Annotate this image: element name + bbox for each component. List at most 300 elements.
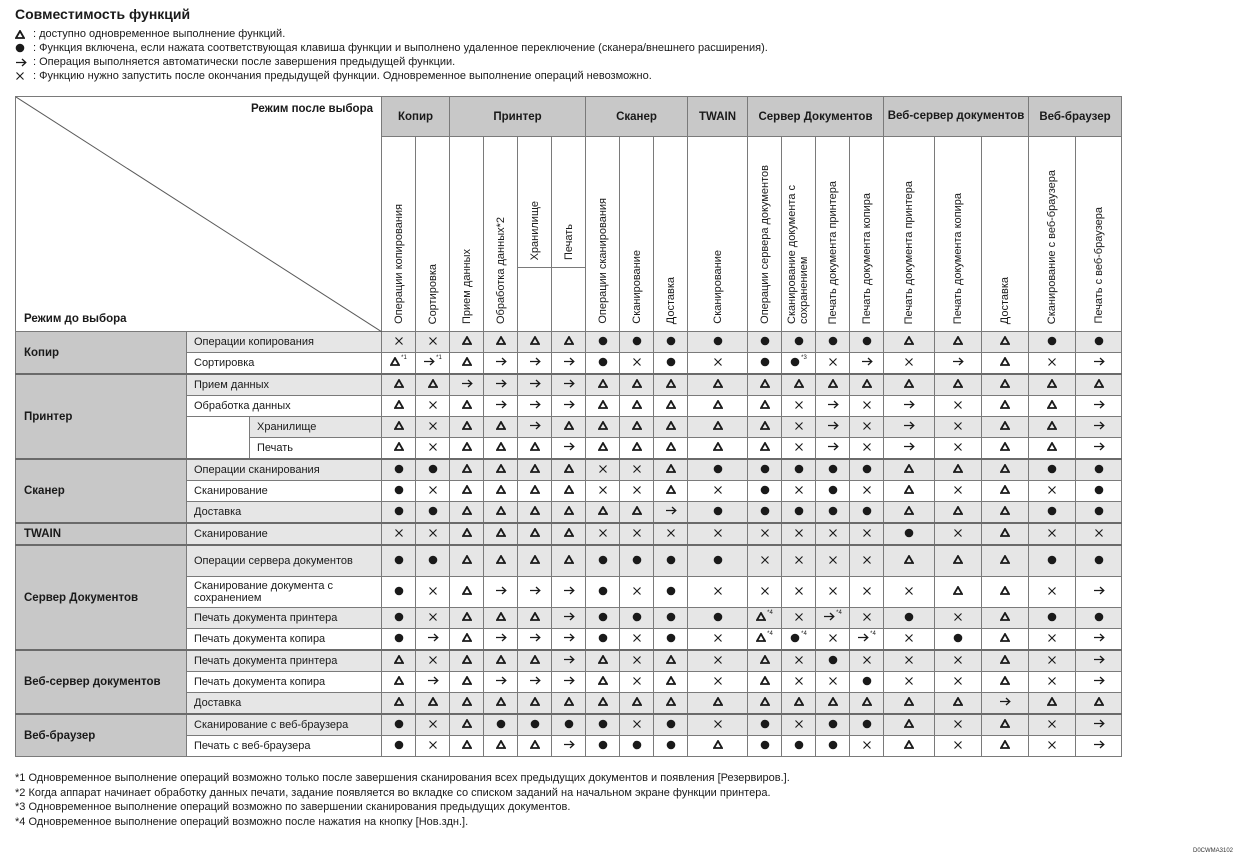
compat-cell xyxy=(688,481,748,502)
legend-item-triangle: : доступно одновременное выполнение функций. xyxy=(15,27,768,41)
arrow-icon xyxy=(1093,421,1105,430)
compat-cell xyxy=(382,608,416,629)
arrow-icon xyxy=(495,379,507,388)
compat-cell xyxy=(1029,714,1076,736)
compat-cell xyxy=(1076,629,1122,651)
cross-icon xyxy=(794,485,804,495)
compat-cell xyxy=(654,396,688,417)
triangle-icon xyxy=(632,400,642,409)
compat-cell xyxy=(518,481,552,502)
dot-icon xyxy=(1094,506,1104,516)
compat-cell xyxy=(884,629,935,651)
compat-cell xyxy=(416,332,450,353)
compat-cell xyxy=(552,650,586,672)
compat-cell xyxy=(382,693,416,715)
cross-icon xyxy=(862,400,872,410)
arrow-icon xyxy=(827,442,839,451)
triangle-icon xyxy=(530,336,540,345)
triangle-icon xyxy=(530,555,540,564)
compat-cell xyxy=(450,396,484,417)
compat-cell xyxy=(884,502,935,524)
cross-icon xyxy=(632,633,642,643)
compat-cell xyxy=(782,629,816,651)
row-header: Доставка xyxy=(187,693,382,715)
arrow-icon xyxy=(563,633,575,642)
triangle-icon xyxy=(794,379,804,388)
footnote-ref: *4 xyxy=(767,609,773,616)
row-header: Печать xyxy=(250,438,382,460)
triangle-icon xyxy=(1094,379,1104,388)
dot-icon xyxy=(666,555,676,565)
triangle-icon xyxy=(632,379,642,388)
compat-cell xyxy=(1029,417,1076,438)
compat-cell xyxy=(1076,417,1122,438)
compat-cell xyxy=(688,577,748,608)
compat-cell xyxy=(816,396,850,417)
compat-cell xyxy=(688,396,748,417)
column-header: Печать с веб-браузера xyxy=(1076,137,1122,332)
triangle-icon xyxy=(462,655,472,664)
compat-cell xyxy=(552,481,586,502)
dot-icon xyxy=(394,633,404,643)
footnotes xyxy=(15,771,790,829)
compat-cell xyxy=(450,672,484,693)
footnote-3: *3 Одновременное выполнение операций возможно по завершении сканирования предыдущих документов. xyxy=(15,801,571,813)
arrow-icon xyxy=(495,400,507,409)
compat-cell xyxy=(816,332,850,353)
compat-cell xyxy=(884,417,935,438)
triangle-icon xyxy=(1000,379,1010,388)
cross-icon xyxy=(1047,740,1057,750)
cross-icon xyxy=(598,528,608,538)
triangle-icon xyxy=(530,697,540,706)
compat-cell xyxy=(850,396,884,417)
dot-icon xyxy=(666,612,676,622)
compat-cell xyxy=(552,714,586,736)
figure-code: D0CWMA3102 xyxy=(1192,848,1233,854)
compat-cell xyxy=(450,629,484,651)
compat-cell xyxy=(416,714,450,736)
cross-icon xyxy=(666,528,676,538)
triangle-icon xyxy=(394,442,404,451)
cross-icon xyxy=(713,633,723,643)
dot-icon xyxy=(760,740,770,750)
compat-cell xyxy=(935,608,982,629)
compat-cell xyxy=(982,523,1029,545)
compat-cell xyxy=(1076,672,1122,693)
triangle-icon xyxy=(564,528,574,537)
arrow-icon xyxy=(563,612,575,621)
arrow-icon xyxy=(495,676,507,685)
cross-icon xyxy=(598,485,608,495)
compat-cell xyxy=(850,545,884,577)
compat-cell xyxy=(1076,523,1122,545)
triangle-icon xyxy=(530,655,540,664)
compat-cell xyxy=(1029,374,1076,396)
cross-icon xyxy=(794,400,804,410)
triangle-icon xyxy=(496,485,506,494)
arrow-icon xyxy=(563,442,575,451)
compat-cell xyxy=(1029,693,1076,715)
compat-cell xyxy=(620,672,654,693)
compat-cell xyxy=(748,545,782,577)
dot-icon xyxy=(1094,612,1104,622)
column-group-header: Сервер Документов xyxy=(748,97,884,137)
triangle-icon xyxy=(666,400,676,409)
compat-cell xyxy=(935,374,982,396)
compat-cell xyxy=(416,693,450,715)
compat-cell xyxy=(586,714,620,736)
dot-icon xyxy=(564,719,574,729)
compat-cell xyxy=(982,672,1029,693)
triangle-icon xyxy=(530,506,540,515)
triangle-icon xyxy=(428,697,438,706)
arrow-icon xyxy=(563,379,575,388)
dot-icon xyxy=(828,719,838,729)
cross-icon xyxy=(794,655,804,665)
compat-cell xyxy=(620,502,654,524)
cross-icon xyxy=(760,555,770,565)
triangle-icon xyxy=(564,555,574,564)
compat-cell xyxy=(935,438,982,460)
compat-cell xyxy=(850,374,884,396)
compat-cell xyxy=(1076,332,1122,353)
arrow-icon xyxy=(1093,357,1105,366)
triangle-icon xyxy=(462,612,472,621)
dot-icon xyxy=(953,633,963,643)
column-group-header: TWAIN xyxy=(688,97,748,137)
dot-icon xyxy=(828,740,838,750)
triangle-icon xyxy=(598,421,608,430)
dot-icon xyxy=(428,555,438,565)
cross-icon xyxy=(904,357,914,367)
compat-cell xyxy=(816,736,850,757)
table-row xyxy=(16,332,1122,353)
triangle-icon xyxy=(904,485,914,494)
compat-cell xyxy=(816,438,850,460)
compat-cell xyxy=(1076,608,1122,629)
triangle-icon xyxy=(1000,464,1010,473)
compat-cell xyxy=(484,438,518,460)
row-header: Доставка xyxy=(187,502,382,524)
arrow-icon xyxy=(952,357,964,366)
arrow-icon xyxy=(1093,400,1105,409)
compat-cell xyxy=(884,650,935,672)
arrow-icon xyxy=(827,400,839,409)
compat-cell xyxy=(450,459,484,481)
cross-icon xyxy=(828,528,838,538)
dot-icon xyxy=(713,464,723,474)
triangle-icon xyxy=(713,740,723,749)
compat-cell xyxy=(816,672,850,693)
compat-cell xyxy=(1029,545,1076,577)
compat-cell xyxy=(1029,736,1076,757)
triangle-icon xyxy=(1000,336,1010,345)
row-header: Сканирование с веб-браузера xyxy=(187,714,382,736)
footnote-ref: *1 xyxy=(436,354,442,361)
triangle-icon xyxy=(564,464,574,473)
arrow-icon xyxy=(529,421,541,430)
arrow-icon xyxy=(1093,442,1105,451)
arrow-icon xyxy=(529,357,541,366)
triangle-icon xyxy=(428,379,438,388)
compat-cell xyxy=(586,545,620,577)
compat-cell xyxy=(782,353,816,375)
compat-cell xyxy=(1076,396,1122,417)
triangle-icon xyxy=(1000,485,1010,494)
compat-cell xyxy=(982,438,1029,460)
triangle-icon xyxy=(666,442,676,451)
compat-cell xyxy=(416,608,450,629)
cross-icon xyxy=(953,740,963,750)
compat-cell xyxy=(782,523,816,545)
compat-cell xyxy=(552,736,586,757)
cross-icon xyxy=(428,655,438,665)
triangle-icon xyxy=(953,336,963,345)
triangle-icon xyxy=(1094,697,1104,706)
compat-cell xyxy=(450,577,484,608)
page-title: Совместимость функций xyxy=(15,6,191,22)
arrow-icon xyxy=(427,676,439,685)
footnote-ref: *4 xyxy=(836,609,842,616)
compat-cell xyxy=(884,608,935,629)
dot-icon xyxy=(760,485,770,495)
compat-cell xyxy=(782,481,816,502)
compat-cell xyxy=(816,693,850,715)
triangle-icon xyxy=(462,697,472,706)
compat-cell xyxy=(620,608,654,629)
column-header: Операции копирования xyxy=(382,137,416,332)
cross-icon xyxy=(904,586,914,596)
triangle-icon xyxy=(1000,612,1010,621)
compat-cell xyxy=(552,693,586,715)
compat-cell xyxy=(382,332,416,353)
triangle-icon xyxy=(760,676,770,685)
cross-icon xyxy=(713,655,723,665)
compat-cell xyxy=(518,438,552,460)
triangle-icon xyxy=(1047,421,1057,430)
compat-cell xyxy=(850,577,884,608)
compat-cell xyxy=(416,438,450,460)
dot-icon xyxy=(394,612,404,622)
dot-icon xyxy=(828,506,838,516)
dot-icon xyxy=(794,464,804,474)
compat-cell xyxy=(450,481,484,502)
compat-cell xyxy=(552,417,586,438)
compat-cell xyxy=(484,608,518,629)
cross-icon xyxy=(794,719,804,729)
compat-cell xyxy=(850,417,884,438)
triangle-icon xyxy=(598,676,608,685)
compat-cell xyxy=(748,459,782,481)
compat-cell xyxy=(884,481,935,502)
cross-icon xyxy=(428,400,438,410)
compat-cell xyxy=(1029,629,1076,651)
compat-cell xyxy=(518,396,552,417)
compat-cell xyxy=(982,396,1029,417)
triangle-icon xyxy=(462,586,472,595)
cross-icon xyxy=(794,421,804,431)
compat-cell xyxy=(450,650,484,672)
compat-cell xyxy=(620,459,654,481)
compat-cell xyxy=(382,714,416,736)
compat-cell xyxy=(586,396,620,417)
arrow-icon xyxy=(495,633,507,642)
compat-cell xyxy=(935,577,982,608)
triangle-icon xyxy=(760,400,770,409)
triangle-icon xyxy=(760,442,770,451)
compat-cell xyxy=(416,502,450,524)
compat-cell xyxy=(586,736,620,757)
arrow-icon xyxy=(903,400,915,409)
cross-icon xyxy=(953,612,963,622)
compat-cell xyxy=(450,353,484,375)
triangle-icon xyxy=(496,555,506,564)
dot-icon xyxy=(598,586,608,596)
arrow-icon xyxy=(461,379,473,388)
triangle-icon xyxy=(394,655,404,664)
compat-cell xyxy=(748,332,782,353)
compat-cell xyxy=(654,650,688,672)
triangle-icon xyxy=(904,464,914,473)
dot-icon xyxy=(428,464,438,474)
dot-icon xyxy=(862,506,872,516)
dot-icon xyxy=(598,357,608,367)
compat-cell xyxy=(748,353,782,375)
arrow-icon xyxy=(1093,676,1105,685)
triangle-icon xyxy=(828,379,838,388)
dot-icon xyxy=(713,336,723,346)
legend-item-cross: : Функцию нужно запустить после окончания предыдущей функции. Одновременное выполнение операций невозможно. xyxy=(15,69,768,83)
dot-icon xyxy=(713,612,723,622)
dot-icon xyxy=(828,655,838,665)
triangle-icon xyxy=(666,697,676,706)
compat-cell xyxy=(935,396,982,417)
triangle-icon xyxy=(953,586,963,595)
triangle-icon xyxy=(462,336,472,345)
compat-cell xyxy=(416,459,450,481)
triangle-icon xyxy=(904,379,914,388)
cross-icon xyxy=(1047,485,1057,495)
compat-cell xyxy=(850,608,884,629)
arrow-icon xyxy=(903,442,915,451)
compat-cell xyxy=(935,502,982,524)
compat-cell xyxy=(816,459,850,481)
compat-cell xyxy=(688,353,748,375)
triangle-icon xyxy=(496,421,506,430)
column-header: Обработка данных*2 xyxy=(484,137,518,332)
compat-cell xyxy=(748,577,782,608)
compat-cell xyxy=(620,481,654,502)
dot-icon xyxy=(632,740,642,750)
compat-cell xyxy=(586,608,620,629)
compat-cell xyxy=(586,502,620,524)
arrow-icon xyxy=(827,421,839,430)
arrow-icon xyxy=(529,633,541,642)
compat-cell xyxy=(416,736,450,757)
triangle-icon xyxy=(862,697,872,706)
cross-icon xyxy=(953,676,963,686)
triangle-icon xyxy=(390,354,407,366)
compat-cell xyxy=(748,417,782,438)
triangle-icon xyxy=(1000,400,1010,409)
triangle-icon xyxy=(462,719,472,728)
cross-icon xyxy=(632,464,642,474)
compat-cell xyxy=(654,608,688,629)
arrow-icon xyxy=(563,676,575,685)
triangle-icon xyxy=(904,506,914,515)
dot-icon xyxy=(1094,336,1104,346)
compat-cell xyxy=(688,374,748,396)
compat-cell xyxy=(1076,353,1122,375)
table-row xyxy=(16,650,1122,672)
compat-cell xyxy=(450,523,484,545)
cross-icon xyxy=(1047,633,1057,643)
dot-icon xyxy=(1094,464,1104,474)
dot-icon xyxy=(15,43,33,53)
cross-icon xyxy=(760,528,770,538)
dot-icon xyxy=(760,719,770,729)
compat-cell xyxy=(1076,481,1122,502)
compat-cell xyxy=(620,396,654,417)
compat-cell xyxy=(654,693,688,715)
cross-icon xyxy=(632,655,642,665)
triangle-icon xyxy=(462,400,472,409)
column-header: Прием данных xyxy=(450,137,484,332)
compat-cell xyxy=(1076,374,1122,396)
compat-cell xyxy=(620,650,654,672)
table-row xyxy=(16,545,1122,577)
compat-cell xyxy=(748,523,782,545)
compat-cell xyxy=(416,353,450,375)
compat-cell xyxy=(620,417,654,438)
triangle-icon xyxy=(760,379,770,388)
compat-cell xyxy=(382,650,416,672)
compat-cell xyxy=(982,629,1029,651)
cross-icon xyxy=(428,740,438,750)
compat-cell xyxy=(816,502,850,524)
compat-cell xyxy=(884,438,935,460)
triangle-icon xyxy=(496,612,506,621)
compat-cell xyxy=(935,523,982,545)
compat-cell xyxy=(382,396,416,417)
arrow-icon xyxy=(1093,719,1105,728)
dot-icon xyxy=(713,555,723,565)
compat-cell xyxy=(382,374,416,396)
compat-cell xyxy=(1076,714,1122,736)
compat-cell xyxy=(982,693,1029,715)
dot-icon xyxy=(1047,555,1057,565)
row-group-header: TWAIN xyxy=(16,523,187,545)
compat-cell xyxy=(654,438,688,460)
compat-cell xyxy=(816,353,850,375)
cross-icon xyxy=(953,485,963,495)
compat-cell xyxy=(782,693,816,715)
compat-cell xyxy=(586,629,620,651)
arrow-icon xyxy=(823,609,842,621)
triangle-icon xyxy=(530,464,540,473)
compat-cell xyxy=(1029,577,1076,608)
cross-icon xyxy=(862,740,872,750)
compat-cell xyxy=(816,608,850,629)
cross-icon xyxy=(428,421,438,431)
cross-icon xyxy=(862,586,872,596)
compat-cell xyxy=(850,438,884,460)
dot-icon xyxy=(1047,336,1057,346)
dot-icon xyxy=(632,336,642,346)
compat-cell xyxy=(484,650,518,672)
row-group-header: Принтер xyxy=(16,374,187,459)
